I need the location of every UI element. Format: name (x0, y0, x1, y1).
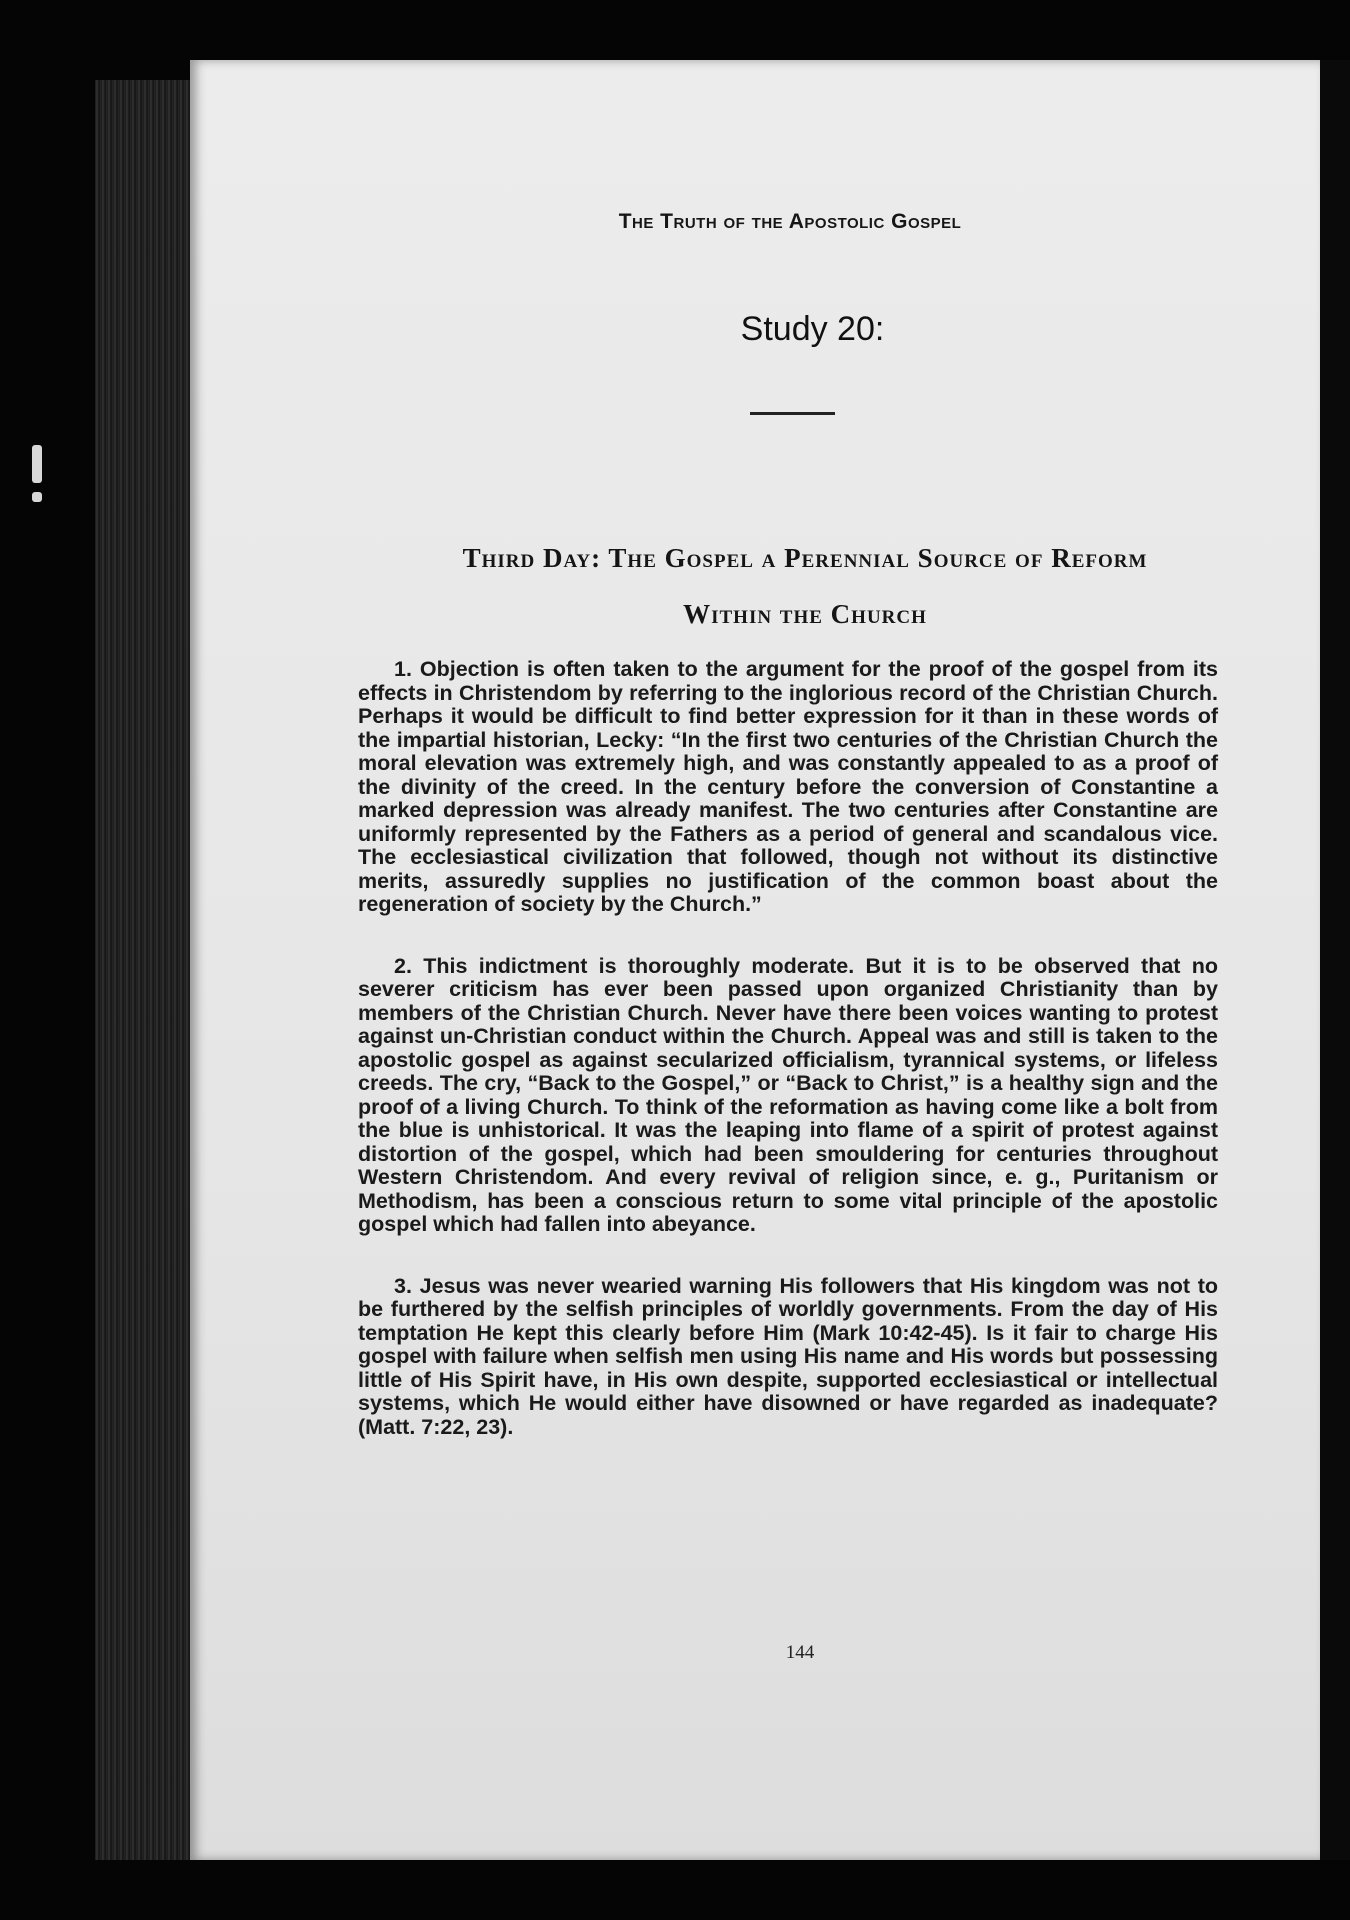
book-page-edges (95, 80, 190, 1860)
body-text (358, 658, 1218, 1477)
page-number: 144 (785, 1642, 815, 1663)
scan-speck-small (32, 492, 42, 502)
paragraph-3: 3. Jesus was never wearied warning His followers that His kingdom was not to be furthered by the selfish principles of worldly governments. From the day of His temptation He kept this clearly before Him (Mark 10:42-45). Is it fair to charge His gospel with failure when selfish men using His name and His words but possessing little of His Spirit have, in His own despite, supported ecclesiastical or intellectual systems, which He would either have disowned or have regarded as inadequate? (Matt. 7:22, 23). (358, 1273, 1218, 1439)
paragraph-2: 2. This indictment is thoroughly moderate. But it is to be observed that no severer criticism has ever been passed upon organized Christianity than by members of the Christian Church. Never have there been voices wanting to protest against un-Christian conduct within the Church. Appeal was and still is taken to the apostolic gospel as against secularized officialism, tyrannical systems, or lifeless creeds. The cry, “Back to the Gospel,” or “Back to Christ,” is a healthy sign and the proof of a living Church. To think of the reformation as having come like a bolt from the blue is unhistorical. It was the leaping into flame of a spirit of protest against distortion of the gospel, which had been smouldering for centuries throughout Western Christendom. And every revival of religion since, e. g., Puritanism or Methodism, has been a conscious return to some vital principle of the apostolic gospel which had fallen into abeyance. (358, 953, 1218, 1236)
study-title: Study 20: (740, 310, 885, 348)
book-page (190, 60, 1320, 1860)
section-heading-line1: Third Day: The Gospel a Perennial Source of Reform (462, 543, 1148, 573)
paragraph-1: 1. Objection is often taken to the argument for the proof of the gospel from its effects in Christendom by referring to the inglorious record of the Christian Church. Perhaps it would be difficult to find better expression for it than in these words of the impartial historian, Lecky: “In the first two centuries of the Christian Church the moral elevation was extremely high, and was constantly appealed to as a proof of the divinity of the creed. In the century before the conversion of Constantine a marked depression was already manifest. The two centuries after Constantine are uniformly represented by the Fathers as a period of general and scandalous vice. The ecclesiastical civilization that followed, though not without its distinctive merits, assuredly supplies no justification of the common boast about the regeneration of society by the Church.” (358, 657, 1218, 916)
right-margin-shadow (1320, 60, 1350, 1860)
title-divider (750, 412, 835, 415)
section-heading (390, 530, 1220, 642)
scan-speck (32, 445, 42, 483)
section-heading-line2: Within the Church (683, 599, 927, 629)
running-head: The Truth of the Apostolic Gospel (618, 210, 962, 233)
